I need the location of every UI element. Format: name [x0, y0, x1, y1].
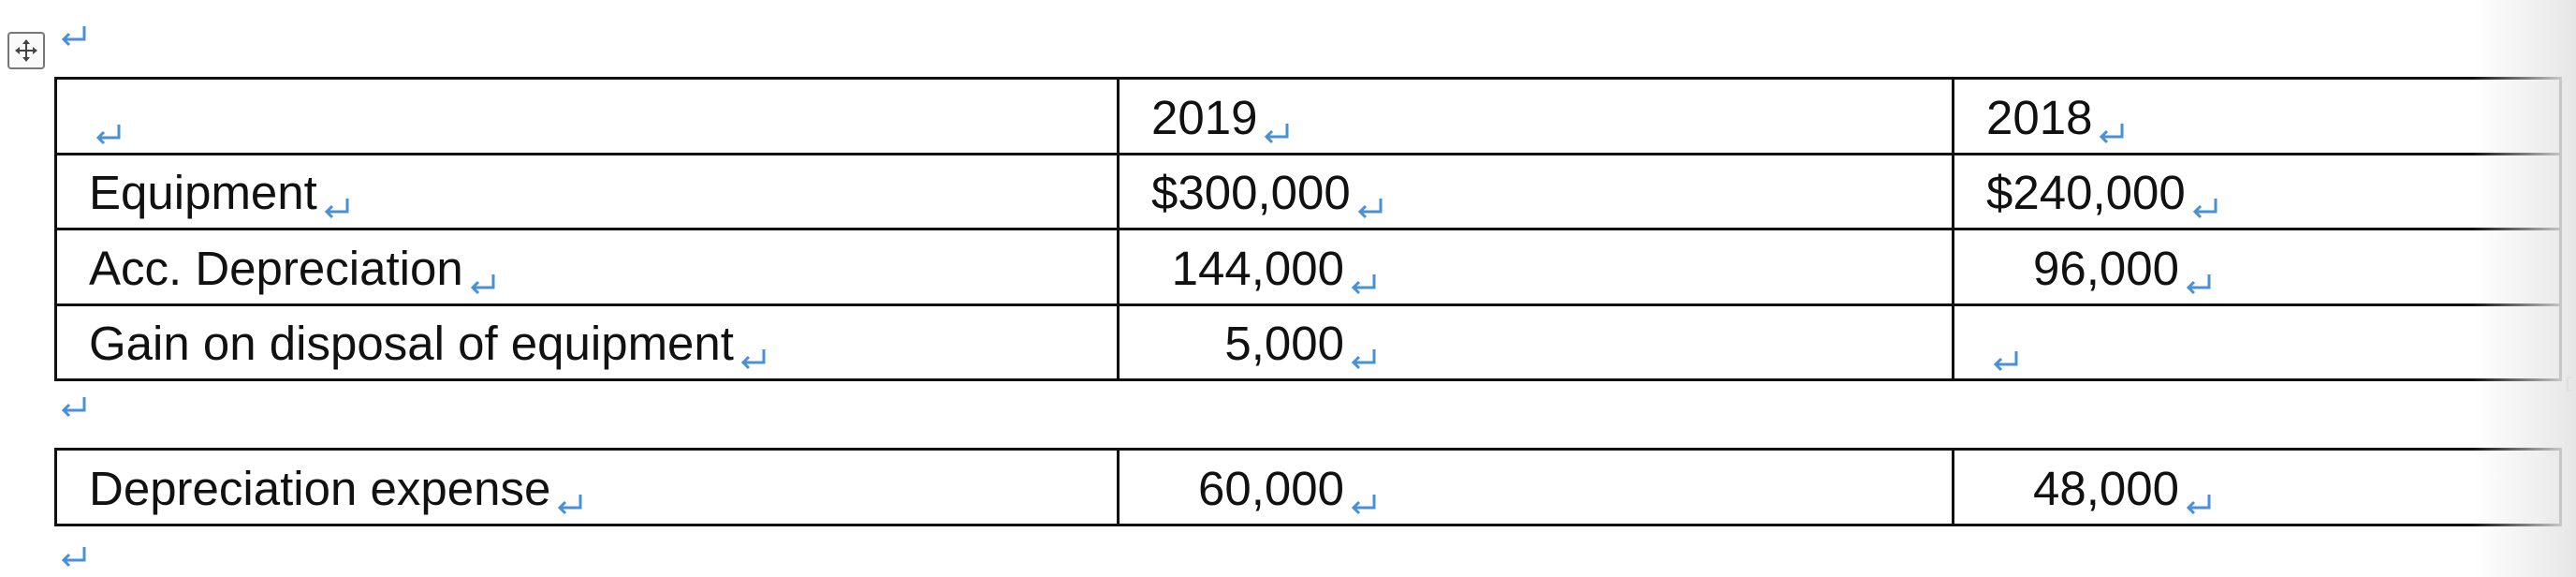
- table-cell[interactable]: [1954, 450, 2561, 525]
- table-cell[interactable]: [56, 304, 1119, 380]
- row-label: Equipment: [89, 166, 317, 220]
- value-2019: 144,000: [1171, 241, 1344, 295]
- value-2019: $300,000: [1151, 166, 1351, 220]
- return-arrow-icon: [2188, 176, 2221, 210]
- row-label: Acc. Depreciation: [89, 241, 463, 295]
- return-arrow-icon: [56, 541, 90, 575]
- column-header-2018: 2018: [1986, 90, 2093, 144]
- move-handle-icon: [13, 37, 39, 64]
- table-cell[interactable]: [1119, 304, 1954, 380]
- table-resize-handle[interactable]: [2567, 377, 2576, 392]
- return-arrow-icon: [1346, 252, 1380, 286]
- expense-table: [54, 448, 2562, 526]
- table-cell[interactable]: [1119, 229, 1954, 305]
- return-arrow-icon: [56, 21, 90, 54]
- table-cell[interactable]: [1954, 229, 2561, 305]
- return-arrow-icon: [1259, 101, 1293, 135]
- table-cell[interactable]: [56, 229, 1119, 305]
- table-row: [56, 154, 2561, 229]
- return-arrow-icon: [1346, 327, 1380, 361]
- table-cell[interactable]: [56, 154, 1119, 229]
- value-2018: $240,000: [1986, 166, 2186, 220]
- return-arrow-icon: [552, 472, 586, 506]
- return-arrow-icon: [2555, 178, 2569, 204]
- table-cell[interactable]: [1954, 154, 2561, 229]
- balance-table: [54, 77, 2562, 381]
- table-cell[interactable]: [1119, 450, 1954, 525]
- table-cell[interactable]: [1954, 304, 2561, 380]
- return-arrow-icon: [319, 176, 353, 210]
- value-2019: 5,000: [1224, 317, 1344, 371]
- column-header-2019: 2019: [1151, 90, 1258, 144]
- value-2018: 48,000: [2033, 461, 2179, 515]
- return-arrow-icon: [465, 252, 499, 286]
- return-arrow-icon: [2181, 472, 2215, 506]
- return-arrow-icon: [56, 392, 90, 425]
- paragraph-mark: [56, 21, 90, 54]
- return-arrow-icon: [2555, 254, 2569, 280]
- return-arrow-icon: [2181, 252, 2215, 286]
- row-label: Depreciation expense: [89, 461, 551, 515]
- table-cell[interactable]: [56, 79, 1119, 155]
- table-cell[interactable]: [56, 450, 1119, 525]
- paragraph-mark: [56, 392, 90, 425]
- table-row: [56, 229, 2561, 305]
- table-row: [56, 79, 2561, 155]
- return-arrow-icon: [2094, 101, 2128, 135]
- table-row: [56, 450, 2561, 525]
- table-move-handle[interactable]: [7, 32, 45, 69]
- return-arrow-icon: [1988, 329, 2022, 362]
- value-2018: 96,000: [2033, 241, 2179, 295]
- return-arrow-icon: [91, 102, 124, 136]
- return-arrow-icon: [1346, 472, 1380, 506]
- return-arrow-icon: [1353, 176, 1386, 210]
- return-arrow-icon: [2555, 329, 2569, 355]
- table-row: [56, 304, 2561, 380]
- table-cell[interactable]: [1954, 79, 2561, 155]
- return-arrow-icon: [2555, 474, 2569, 500]
- value-2019: 60,000: [1198, 461, 1344, 515]
- return-arrow-icon: [736, 327, 769, 361]
- return-arrow-icon: [2555, 103, 2569, 129]
- table-cell[interactable]: [1119, 79, 1954, 155]
- table-cell[interactable]: [1119, 154, 1954, 229]
- row-label: Gain on disposal of equipment: [89, 317, 734, 371]
- paragraph-mark: [56, 541, 90, 575]
